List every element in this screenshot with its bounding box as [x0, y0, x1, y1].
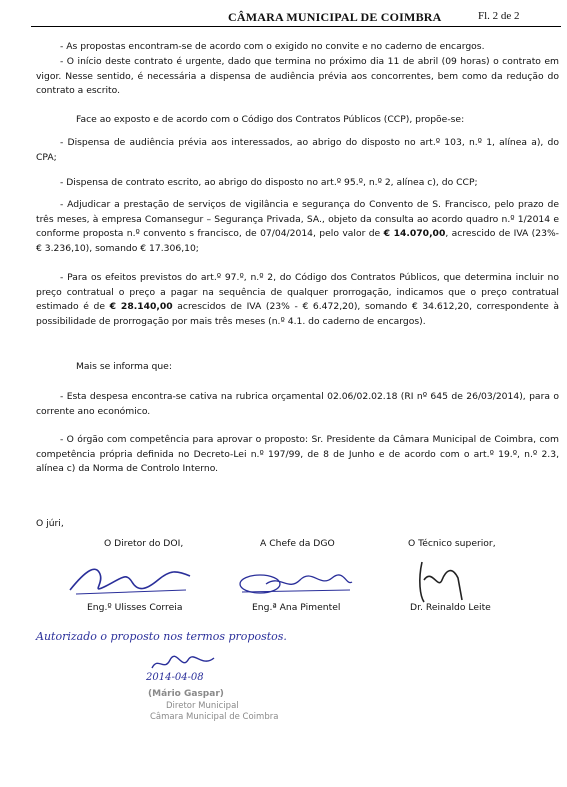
paragraph-dispensa-contrato: - Dispensa de contrato escrito, ao abrigo do disposto no art.º 95.º, n.º 2, alínea c), do CCP;: [60, 177, 478, 188]
handwritten-date: 2014-04-08: [146, 672, 204, 683]
paragraph-prorrogacao: [36, 271, 559, 329]
adjudicar-amount: € 14.070,00: [383, 228, 446, 239]
stamp-name: (Mário Gaspar): [148, 689, 224, 699]
prorrogacao-amount: € 28.140,00: [109, 301, 173, 312]
paragraph-cativa: - Esta despesa encontra-se cativa na rubrica orçamental 02.06/02.02.18 (RI nº 645 de 26/03/2014), para o corrente ano económico.: [36, 391, 559, 417]
paragraph-urgency: - O início deste contrato é urgente, dado que termina no próximo dia 11 de abril (09 horas) o contrato em vigor. Nesse sentido, é necessária a dispensa de audiência prévia aos concorrentes, bem como da redução do contrato a escrito.: [36, 56, 559, 96]
paragraph-proposal-intro: Face ao exposto e de acordo com o Código dos Contratos Públicos (CCP), propõe-se:: [76, 114, 465, 125]
handwritten-authorization: Autorizado o proposto nos termos propostos.: [36, 630, 287, 643]
stamp-role: Diretor Municipal: [166, 701, 239, 711]
adjudicar-text: - Adjudicar a prestação de serviços de vigilância e segurança do Convento de S. Francisco, pelo prazo de três meses, à empresa Comansegur – Segurança Privada, SA., objeto da consulta ao acordo quadro n.º 1/2014 e conforme proposta n.º convento s francisco, de 07/04/2014, pelo valor de: [36, 199, 559, 239]
jury-role-tecnico: O Técnico superior,: [408, 538, 496, 549]
paragraph-dispensa-audiencia: - Dispensa de audiência prévia aos interessados, ao abrigo do disposto no art.º 103, n.º 1, alínea a), do CPA;: [36, 137, 559, 163]
paragraph-info-intro: Mais se informa que:: [76, 361, 172, 372]
header-divider: [31, 26, 561, 27]
signature-reinaldo: [412, 560, 472, 604]
folio-number: Fl. 2 de 2: [478, 10, 520, 22]
jury-intro: O júri,: [36, 518, 64, 529]
prorrogacao-text-end: acrescidos de IVA (23% - € 6.472,20), somando € 34.612,20, correspondente à possibilidade de prorrogação por mais três meses (n.º 4.1. do caderno de encargos).: [36, 301, 559, 327]
paragraph-proposals: - As propostas encontram-se de acordo com o exigido no convite e no caderno de encargos.: [60, 41, 485, 52]
jury-name-ana: Eng.ª Ana Pimentel: [252, 602, 341, 613]
signature-mario: [148, 652, 218, 674]
prorrogacao-text: - Para os efeitos previstos do art.º 97.º, n.º 2, do Código dos Contratos Públicos, que determina incluir no preço contratual o preço a pagar na sequência de qualquer prorrogação, indicamos que o preço contratual estimado é de: [36, 272, 559, 312]
page-header: [0, 0, 567, 24]
stamp-org: Câmara Municipal de Coimbra: [150, 712, 279, 722]
jury-role-doi: O Diretor do DOI,: [104, 538, 184, 549]
signature-ana: [236, 568, 356, 598]
paragraph-adjudicar: [36, 198, 559, 256]
paragraph-competencia: - O órgão com competência para aprovar o proposto: Sr. Presidente da Câmara Municipal de Coimbra, com competência própria definida no Decreto-Lei n.º 197/99, de 8 de Junho e de acordo com o art.º 19.º, n.º 2.3, alínea c) da Norma de Controlo Interno.: [36, 434, 559, 474]
jury-role-dgo: A Chefe da DGO: [260, 538, 335, 549]
jury-name-ulisses: Eng.º Ulisses Correia: [87, 602, 183, 613]
signature-ulisses: [66, 560, 196, 600]
jury-name-reinaldo: Dr. Reinaldo Leite: [410, 602, 491, 613]
adjudicar-text-end: , acrescido de IVA (23%- € 3.236,10), somando € 17.306,10;: [36, 228, 559, 254]
page-title: CÂMARA MUNICIPAL DE COIMBRA: [228, 10, 442, 24]
